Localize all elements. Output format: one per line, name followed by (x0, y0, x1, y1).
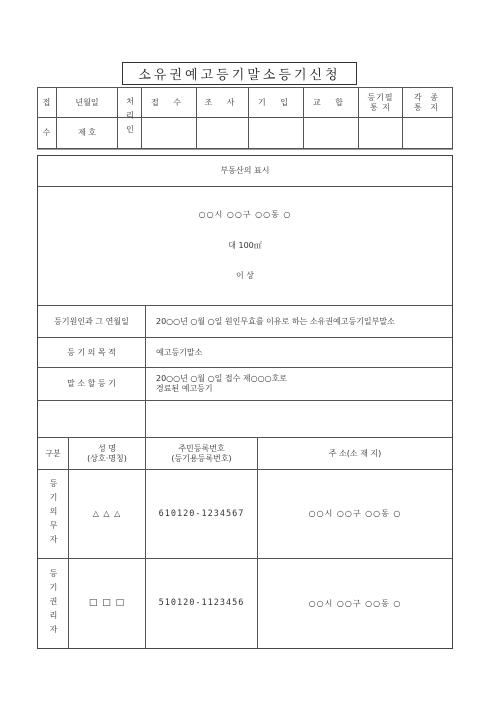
cause-value: 20○○년 ○월 ○일 원인무효를 이유로 하는 소유권예고등기일부말소 (156, 316, 395, 326)
cancel-target-label: 말 소 할 등 기 (67, 379, 116, 388)
reception-label-su: 수 (42, 128, 51, 137)
col-reception: 접 수 (151, 97, 187, 107)
right-holder-id: 510120-1123456 (158, 598, 245, 609)
cause-label: 등기원인과 그 연월일 (54, 316, 129, 326)
obligor-label: 등기의무자 (49, 479, 58, 549)
obligor-id: 610120-1234567 (158, 508, 245, 519)
processor-label: 처리인 (125, 97, 135, 139)
reception-number-label: 제 호 (78, 128, 96, 137)
blank-row (38, 401, 452, 437)
form-title: 소유권예고등기말소등기신청 (122, 62, 357, 85)
obligor-address: ○○시 ○○구 ○○동 ○ (308, 509, 402, 518)
obligor-name: △ △ △ (92, 509, 122, 518)
col-gubun: 구분 (45, 448, 61, 458)
property-end: 이 상 (236, 271, 254, 280)
col-entry: 기 입 (258, 97, 294, 107)
col-name: 성 명 (상호·명칭) (87, 443, 127, 463)
col-id-number: 주민등록번호 (등기용등록번호) (171, 443, 232, 463)
property-header: 부동산의 표시 (220, 166, 270, 175)
property-area: 대 100㎡ (228, 241, 262, 250)
purpose-label: 등 기 의 목 적 (67, 347, 116, 357)
property-address: ○○시 ○○구 ○○동 ○ (198, 210, 292, 219)
col-collation: 교 합 (313, 97, 349, 107)
reception-date-label: 년월일 (75, 97, 99, 107)
col-various-notice: 각 종 통 지 (414, 92, 441, 112)
col-investigation: 조 사 (204, 97, 241, 107)
right-holder-label: 등기권리자 (49, 568, 58, 639)
col-address: 주 소(소 재 지) (328, 448, 382, 458)
reception-label-jeop: 접 (42, 97, 51, 107)
cancel-target-value: 20○○년 ○월 ○일 접수 제○○○호로 경료된 예고등기 (156, 374, 288, 393)
col-registration-notice: 등기필 통 지 (367, 92, 394, 112)
purpose-value: 예고등기말소 (156, 347, 203, 357)
right-holder-name: □ □ □ (88, 597, 126, 608)
right-holder-address: ○○시 ○○구 ○○동 ○ (308, 598, 402, 608)
